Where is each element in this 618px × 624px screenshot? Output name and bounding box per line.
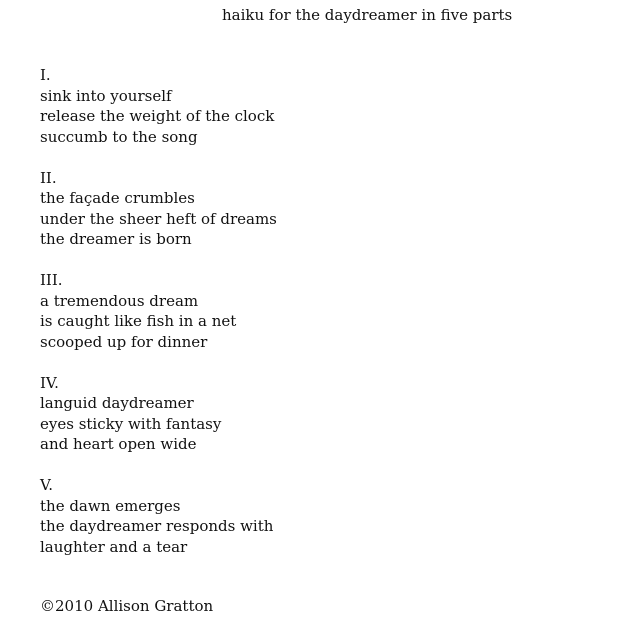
poem-line: under the sheer heft of dreams	[40, 209, 277, 228]
poem-line: the dreamer is born	[40, 230, 192, 248]
poem-line: laughter and a tear	[40, 537, 188, 556]
poem-line: succumb to the song	[40, 127, 198, 146]
stanza-2	[40, 168, 277, 250]
stanza-numeral: V.	[40, 476, 53, 494]
poem-line: and heart open wide	[40, 435, 197, 453]
poem-line: a tremendous dream	[40, 291, 199, 310]
poem-line: languid daydreamer	[40, 394, 194, 412]
stanza-numeral: II.	[40, 168, 57, 187]
stanza-numeral: I.	[40, 66, 51, 84]
stanza-1	[40, 65, 277, 147]
poem-line: is caught like fish in a net	[40, 312, 237, 330]
poem-body	[40, 65, 277, 578]
poem-title: haiku for the daydreamer in five parts	[222, 6, 513, 24]
stanza-5	[40, 475, 277, 557]
poem-line: sink into yourself	[40, 86, 172, 105]
poem-line: the façade crumbles	[40, 189, 195, 207]
poem-line: release the weight of the clock	[40, 107, 275, 125]
poem-line: scooped up for dinner	[40, 332, 208, 351]
stanza-3	[40, 270, 277, 352]
copyright-notice: ©2010 Allison Gratton	[40, 597, 214, 615]
stanza-numeral: III.	[40, 271, 63, 289]
poem-line: the dawn emerges	[40, 496, 181, 515]
stanza-4	[40, 373, 277, 455]
stanza-numeral: IV.	[40, 373, 59, 392]
poem-line: the daydreamer responds with	[40, 517, 274, 535]
poem-line: eyes sticky with fantasy	[40, 414, 222, 433]
